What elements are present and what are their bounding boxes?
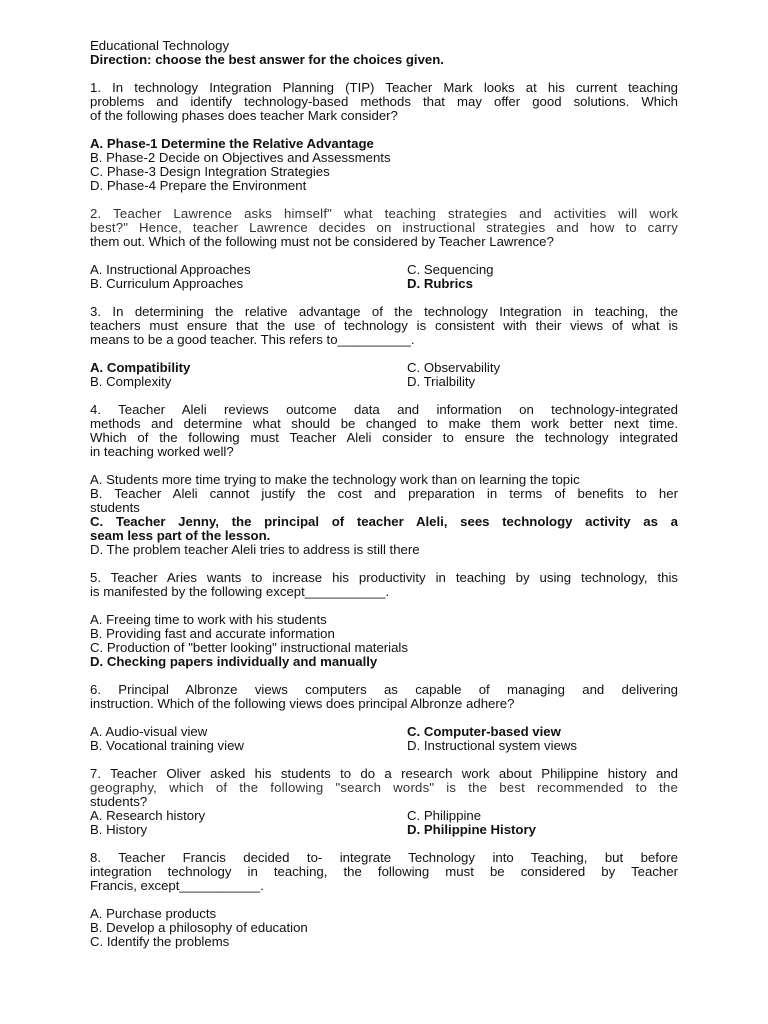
question-stem-line: 8. Teacher Francis decided to- integrate Technology into Teaching, but before xyxy=(90,850,678,865)
document-title: Educational Technology xyxy=(90,38,230,53)
answer-option: seam less part of the lesson. xyxy=(90,528,271,543)
answer-option: A. Freeing time to work with his students xyxy=(90,612,327,627)
answer-option: D. Instructional system views xyxy=(407,738,578,753)
question-stem-line: Which of the following must Teacher Aleli consider to ensure the technology integrated xyxy=(90,430,678,445)
answer-option: A. Phase-1 Determine the Relative Advantage xyxy=(90,136,374,151)
question-stem-line: instruction. Which of the following views does principal Albronze adhere? xyxy=(90,696,515,711)
question-2 xyxy=(90,207,678,291)
answer-option: D. Rubrics xyxy=(407,276,473,291)
question-6 xyxy=(90,683,678,753)
answer-option: students xyxy=(90,500,140,515)
question-stem-line: geography, which of the following "search words" is the best recommended to the xyxy=(90,780,678,795)
answer-option: B. Vocational training view xyxy=(90,738,244,753)
answer-option: D. The problem teacher Aleli tries to address is still there xyxy=(90,542,420,557)
question-stem-line: students? xyxy=(90,794,148,809)
answer-option: C. Sequencing xyxy=(407,262,494,277)
question-stem-line: 1. In technology Integration Planning (TIP) Teacher Mark looks at his current teaching xyxy=(90,80,678,95)
answer-option: D. Trialbility xyxy=(407,374,476,389)
answer-option: C. Production of "better looking" instructional materials xyxy=(90,640,408,655)
question-stem-line: means to be a good teacher. This refers to__________. xyxy=(90,332,415,347)
answer-option: B. Phase-2 Decide on Objectives and Assessments xyxy=(90,150,391,165)
question-stem-line: teachers must ensure that the use of technology is consistent with their views of what is xyxy=(90,318,678,333)
question-stem-line: 7. Teacher Oliver asked his students to do a research work about Philippine history and xyxy=(90,766,678,781)
question-stem-line: is manifested by the following except___________. xyxy=(90,584,390,599)
answer-option: B. Develop a philosophy of education xyxy=(90,920,308,935)
question-8 xyxy=(90,851,678,949)
question-stem-line: best?" Hence, teacher Lawrence decides on instructional strategies and how to carry xyxy=(90,220,678,235)
question-1 xyxy=(90,81,678,193)
answer-option: D. Phase-4 Prepare the Environment xyxy=(90,178,307,193)
question-stem-line: problems and identify technology-based methods that may offer good solutions. Which xyxy=(90,94,678,109)
answer-option: D. Philippine History xyxy=(407,822,536,837)
answer-option: C. Phase-3 Design Integration Strategies xyxy=(90,164,330,179)
question-stem-line: Francis, except___________. xyxy=(90,878,264,893)
question-stem-line: in teaching worked well? xyxy=(90,444,234,459)
question-stem-line: 4. Teacher Aleli reviews outcome data and information on technology-integrated xyxy=(90,402,678,417)
answer-option: D. Checking papers individually and manually xyxy=(90,654,378,669)
question-stem-line: of the following phases does teacher Mark consider? xyxy=(90,108,398,123)
question-stem-line: 6. Principal Albronze views computers as capable of managing and delivering xyxy=(90,682,678,697)
directions: Direction: choose the best answer for the choices given. xyxy=(90,52,444,67)
answer-option: A. Instructional Approaches xyxy=(90,262,251,277)
question-5 xyxy=(90,571,678,669)
answer-option: A. Audio-visual view xyxy=(90,724,208,739)
question-stem-line: them out. Which of the following must not be considered by Teacher Lawrence? xyxy=(90,234,554,249)
answer-option: C. Computer-based view xyxy=(407,724,561,739)
answer-option: A. Students more time trying to make the technology work than on learning the topic xyxy=(90,472,580,487)
question-stem-line: integration technology in teaching, the following must be considered by Teacher xyxy=(90,864,678,879)
answer-option: A. Purchase products xyxy=(90,906,217,921)
question-stem-line: methods and determine what should be changed to make them work better next time. xyxy=(90,416,678,431)
question-stem-line: 3. In determining the relative advantage of the technology Integration in teaching, the xyxy=(90,304,678,319)
answer-option: A. Compatibility xyxy=(90,360,191,375)
question-7 xyxy=(90,767,678,837)
answer-option: B. Curriculum Approaches xyxy=(90,276,244,291)
answer-option: B. History xyxy=(90,822,148,837)
answer-option: A. Research history xyxy=(90,808,206,823)
answer-option: B. Complexity xyxy=(90,374,172,389)
answer-option: B. Teacher Aleli cannot justify the cost and preparation in terms of benefits to her xyxy=(90,486,678,501)
question-3 xyxy=(90,305,678,389)
answer-option: C. Observability xyxy=(407,360,501,375)
question-stem-line: 5. Teacher Aries wants to increase his productivity in teaching by using technology, this xyxy=(90,570,678,585)
answer-option: B. Providing fast and accurate information xyxy=(90,626,335,641)
answer-option: C. Teacher Jenny, the principal of teacher Aleli, sees technology activity as a xyxy=(90,514,678,529)
question-4 xyxy=(90,403,678,557)
answer-option: C. Philippine xyxy=(407,808,482,823)
answer-option: C. Identify the problems xyxy=(90,934,230,949)
question-stem-line: 2. Teacher Lawrence asks himself" what teaching strategies and activities will work xyxy=(90,206,678,221)
